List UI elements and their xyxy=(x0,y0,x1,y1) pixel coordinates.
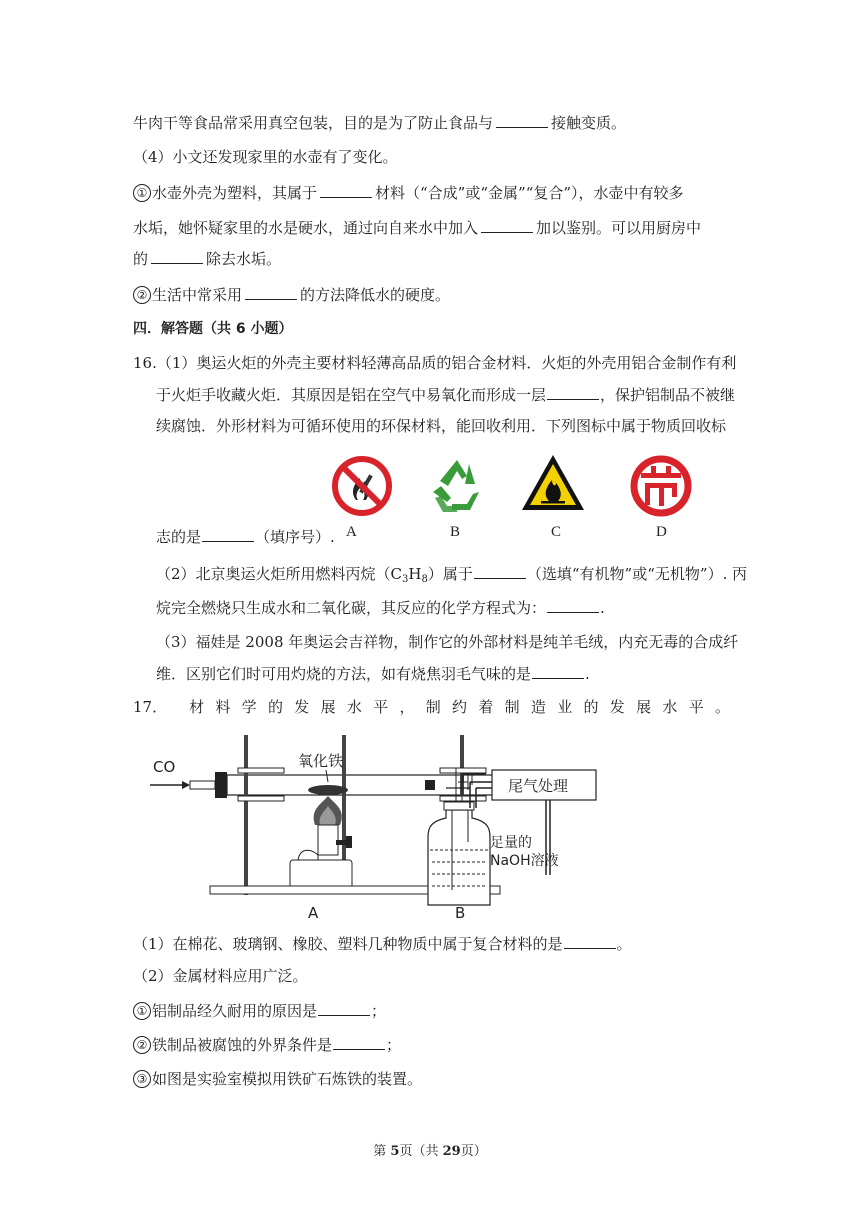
q17-stem: 17． 材料学的发展水平，制约着制造业的发展水平。 xyxy=(133,698,730,716)
apparatus-a-label: A xyxy=(308,904,319,920)
q16-part2-line2: 烷完全燃烧只生成水和二氧化碳，其反应的化学方程式为： . xyxy=(156,599,605,617)
iron-oxide-label: 氧化铁 xyxy=(298,752,344,770)
answer-blank[interactable] xyxy=(547,384,599,400)
q16-line1: 16.（1）奥运火炬的外壳主要材料轻薄高品质的铝合金材料．火炬的外壳用铝合金制作有利 xyxy=(133,354,737,372)
water-saving-icon xyxy=(629,454,693,518)
no-fire-icon xyxy=(330,454,394,518)
apparatus-b-label: B xyxy=(455,904,466,920)
q16-line2: 于火炬手收藏火炬．其原因是铝在空气中易氧化而形成一层 ，保护铝制品不被继 xyxy=(156,386,736,404)
q16-part2-line1: （2）北京奥运火炬所用燃料丙烷$(C_3H_8)$属于 （选填“有机物”或“无机物”）. 丙 xyxy=(156,565,748,585)
q15-sub4: （4）小文还发现家里的水壶有了变化。 xyxy=(133,148,398,166)
recycle-icon xyxy=(425,454,489,518)
answer-blank[interactable] xyxy=(202,526,254,542)
answer-blank[interactable] xyxy=(532,663,584,679)
answer-blank[interactable] xyxy=(333,1034,385,1050)
page-footer: 第 5页（共 29页） xyxy=(373,1144,487,1159)
section-heading: 四．解答题（共 6 小题） xyxy=(133,321,293,337)
q15-item1-line3: 的 除去水垢。 xyxy=(133,250,282,268)
q16-line4: 志的是 （填序号）. xyxy=(156,528,335,546)
q17-item1: ① 铝制品经久耐用的原因是 ； xyxy=(133,1000,386,1021)
q17-item2: ② 铁制品被腐蚀的外界条件是 ； xyxy=(133,1034,401,1055)
sign-label-b: B xyxy=(450,524,461,540)
q15-line-vacuum: 牛肉干等食品常采用真空包装，目的是为了防止食品与 接触变质。 xyxy=(133,114,627,132)
flammable-warning-icon xyxy=(519,452,587,514)
answer-blank[interactable] xyxy=(564,933,616,949)
sign-label-c: C xyxy=(551,524,562,540)
q16-part3-line2: 维．区别它们时可用灼烧的方法，如有烧焦羽毛气味的是 . xyxy=(156,665,590,683)
answer-blank[interactable] xyxy=(547,597,599,613)
answer-blank[interactable] xyxy=(151,248,203,264)
q17-item3: ③ 如图是实验室模拟用铁矿石炼铁的装置。 xyxy=(133,1069,422,1089)
q16-line3: 续腐蚀．外形材料为可循环使用的环保材料，能回收利用．下列图标中属于物质回收标 xyxy=(156,417,727,435)
answer-blank[interactable] xyxy=(318,1000,370,1016)
answer-blank[interactable] xyxy=(320,182,372,198)
sign-label-d: D xyxy=(656,524,667,540)
q15-item1-line2: 水垢，她怀疑家里的水是硬水，通过向自来水中加入 加以鉴别。可以用厨房中 xyxy=(133,219,702,237)
iron-smelting-apparatus-diagram xyxy=(150,730,630,920)
exhaust-label: 尾气处理 xyxy=(508,777,569,795)
q17-part1: （1）在棉花、玻璃钢、橡胶、塑料几种物质中属于复合材料的是 。 xyxy=(133,935,632,953)
answer-blank[interactable] xyxy=(474,563,526,579)
q17-part2: （2）金属材料应用广泛。 xyxy=(133,967,308,985)
answer-blank[interactable] xyxy=(481,217,533,233)
naoh-label: 足量的 NaOH溶液 xyxy=(490,835,559,869)
answer-blank[interactable] xyxy=(245,284,297,300)
q15-item2: ② 生活中常采用 的方法降低水的硬度。 xyxy=(133,284,450,305)
exhaust-treatment-box xyxy=(450,760,610,820)
co-label: CO xyxy=(153,758,176,776)
sign-label-a: A xyxy=(346,524,357,540)
q16-part3-line1: （3）福娃是 2008 年奥运会吉祥物，制作它的外部材料是纯羊毛绒，内充无毒的合成纤 xyxy=(156,633,739,651)
q15-item1-line1: ① 水壶外壳为塑料，其属于 材料（“合成”或“金属”“复合”），水壶中有较多 xyxy=(133,182,730,203)
answer-blank[interactable] xyxy=(496,112,548,128)
